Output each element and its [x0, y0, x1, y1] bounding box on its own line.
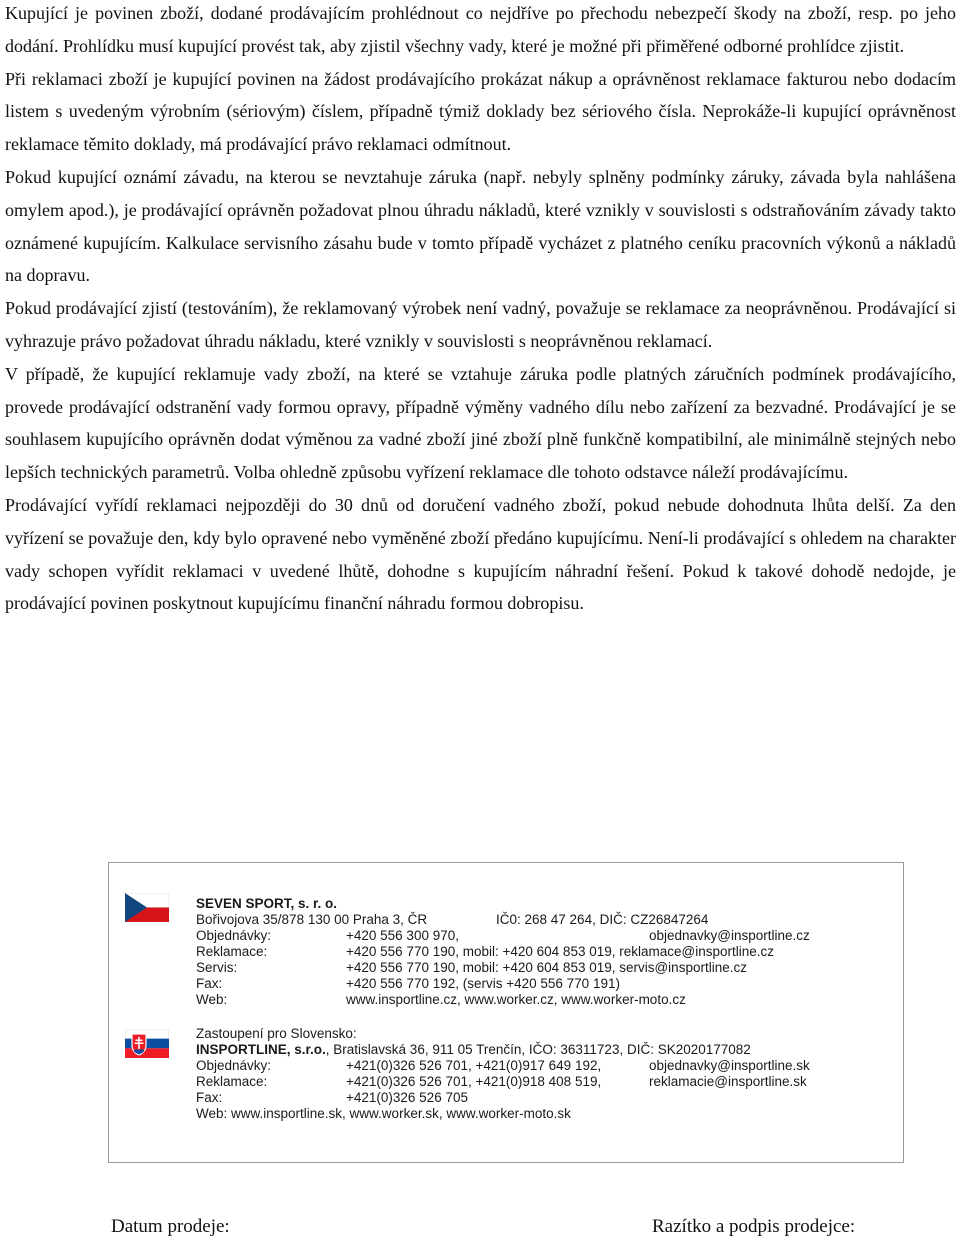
- slovak-flag-icon: [125, 1029, 169, 1058]
- cz-claims-row: [196, 943, 774, 960]
- sk-claims-row: [196, 1073, 807, 1090]
- cz-company-ids: IČ0: 268 47 264, DIČ: CZ26847264: [496, 912, 709, 927]
- sk-claims-label: Reklamace:: [196, 1074, 268, 1089]
- cz-fax-label: Fax:: [196, 976, 223, 991]
- sk-orders-phone: +421(0)326 526 701, +421(0)917 649 192,: [346, 1058, 602, 1073]
- cz-web-label: Web:: [196, 992, 228, 1007]
- cz-claims-label: Reklamace:: [196, 944, 268, 959]
- cz-orders-phone: +420 556 300 970,: [346, 928, 459, 943]
- paragraph-inspection: Kupující je povinen zboží, dodané prodávajícím prohlédnout co nejdříve po přechodu nebezpečí škody na zboží, resp. po jeho dodání. Prohlídku musí kupující provést tak, aby zjistil všechny vady, které je možné při přiměřené odborné prohlídce zjistit.: [5, 3, 956, 56]
- paragraph-claim-deadline: Prodávající vyřídí reklamaci nejpozději do 30 dnů od doručení vadného zboží, pokud nebude dohodnuta lhůta delší. Za den vyřízení se považuje den, kdy bylo opravené nebo vyměněné zboží předáno kupujícímu. Není-li prodávající s ohledem na charakter vady schopen vyřídit reklamaci v uvedené lhůtě, dohodne s kupujícím náhradní řešení. Pokud k takové dohodě nedojde, je prodávající povinen poskytnout kupujícímu finanční náhradu formou dobropisu.: [5, 494, 956, 614]
- cz-company-name: SEVEN SPORT, s. r. o.: [196, 896, 338, 911]
- sk-heading: Zastoupení pro Slovensko:: [196, 1026, 357, 1041]
- sk-orders-row: [196, 1057, 810, 1074]
- cz-address: Bořivojova 35/878 130 00 Praha 3, ČR: [196, 912, 428, 927]
- cz-service-row: [196, 959, 747, 976]
- terms-text: [5, 0, 956, 620]
- paragraph-unjustified-claim: Pokud prodávající zjistí (testováním), že reklamovaný výrobek není vadný, považuje se reklamace za neoprávněnou. Prodávající si vyhrazuje právo požadovat úhradu nákladu, které vznikly v souvislosti s neoprávněnou reklamací.: [5, 298, 956, 351]
- stamp-signature-label: Razítko a podpis prodejce:: [652, 1216, 856, 1237]
- cz-web-row: [196, 991, 686, 1008]
- sk-orders-label: Objednávky:: [196, 1058, 272, 1073]
- cz-service-value: +420 556 770 190, mobil: +420 604 853 019, servis@insportline.cz: [346, 960, 747, 975]
- sk-company-name: INSPORTLINE, s.r.o.: [196, 1042, 326, 1057]
- paragraph-non-warranty-defect: Pokud kupující oznámí závadu, na kterou se nevztahuje záruka (např. nebyly splněny podmínky záruky, závada byla nahlášena omylem apod.), je prodávající oprávněn požadovat plnou úhradu nákladů, které vznikly v souvislosti s odstraňováním závady takto oznámené kupujícím. Kalkulace servisního zásahu bude v tomto případě vycházet z platného ceníku pracovních výkonů a nákladů na dopravu.: [5, 166, 956, 286]
- cz-orders-email: objednavky@insportline.cz: [649, 928, 810, 943]
- cz-address-row: [196, 911, 709, 928]
- sk-address-ids: , Bratislavská 36, 911 05 Trenčín, IČO: 36311723, DIČ: SK2020177082: [325, 1042, 751, 1057]
- contact-box: [108, 862, 904, 1163]
- cz-web-value: www.insportline.cz, www.worker.cz, www.worker-moto.cz: [346, 992, 686, 1007]
- cz-claims-value: +420 556 770 190, mobil: +420 604 853 019, reklamace@insportline.cz: [346, 944, 774, 959]
- sk-orders-email: objednavky@insportline.sk: [649, 1058, 810, 1073]
- sk-fax-label: Fax:: [196, 1090, 223, 1105]
- sale-date-label: Datum prodeje:: [111, 1216, 230, 1237]
- cz-fax-value: +420 556 770 192, (servis +420 556 770 191): [346, 976, 620, 991]
- paragraph-warranty-repair: V případě, že kupující reklamuje vady zboží, na které se vztahuje záruka podle platných záručních podmínek prodávajícího, provede prodávající odstranění vady formou opravy, případně výměny vadného dílu nebo zařízení za bezvadné. Prodávající je se souhlasem kupujícího oprávněn dodat výměnou za vadné zboží jiné zboží plně funkčně kompatibilní, ale minimálně stejných nebo lepších technických parametrů. Volba ohledně způsobu vyřízení reklamace dle tohoto odstavce náleží prodávajícímu.: [5, 363, 956, 483]
- paragraph-proof-of-purchase: Při reklamaci zboží je kupující povinen na žádost prodávajícího prokázat nákup a oprávněnost reklamace fakturou nebo dodacím listem s uvedeným výrobním (sériovým) číslem, případně týmiž doklady bez sériového čísla. Neprokáže-li kupující oprávněnost reklamace těmito doklady, má prodávající právo reklamaci odmítnout.: [5, 68, 956, 155]
- cz-fax-row: [196, 975, 620, 992]
- cz-orders-row: [196, 927, 810, 944]
- sk-claims-phone: +421(0)326 526 701, +421(0)918 408 519,: [346, 1074, 602, 1089]
- cz-service-label: Servis:: [196, 960, 238, 975]
- cz-orders-label: Objednávky:: [196, 928, 272, 943]
- czech-flag-icon: [125, 893, 169, 922]
- sk-fax-row: [196, 1089, 468, 1106]
- sk-claims-email: reklamacie@insportline.sk: [649, 1074, 807, 1089]
- sk-fax-value: +421(0)326 526 705: [346, 1090, 468, 1105]
- sk-company-row: [196, 1041, 751, 1058]
- sk-web-row: Web: www.insportline.sk, www.worker.sk, www.worker-moto.sk: [196, 1106, 571, 1121]
